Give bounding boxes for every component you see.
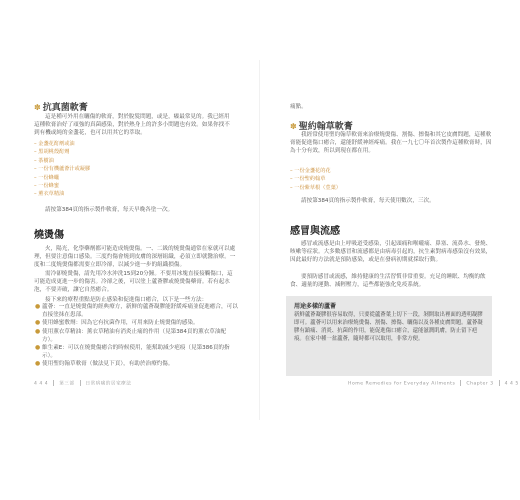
ingredient-item: – 一份蜂蜜 xyxy=(34,182,90,190)
ingredient-item: – 一份蜂蠟 xyxy=(34,174,90,182)
right-page-footer xyxy=(348,380,519,387)
ingredient-item: – 一份聖約翰草 xyxy=(290,175,341,183)
left-page-footer xyxy=(34,380,131,387)
ingredient-item: – 一份紫草根（莖葉） xyxy=(290,184,341,192)
antifungal-body xyxy=(34,113,234,139)
page-number: 4 4 4 xyxy=(34,381,49,387)
burns-remedy-list xyxy=(34,303,238,371)
list-item: ● 使用聖約翰草軟膏（做法見下頁），有助於治療灼傷。 xyxy=(35,360,174,368)
st-johns-wort-instructions xyxy=(290,197,494,206)
antifungal-instructions xyxy=(34,206,234,215)
list-item: ● 蘆薈：一直是燒燙傷的經典療方，新鮮的蘆薈凝膠能舒緩疼痛並促進癒合，可以直接塗抹在患部。 xyxy=(35,303,238,319)
ingredient-item: – 黑胡桃殼酊劑 xyxy=(34,148,90,156)
paragraph: 要預防感冒或流感，維持健康的生活習慣非常重要。充足的睡眠、均衡的飲食、適量的運動、減輕壓力，這些都能強化免疫系統。 xyxy=(290,274,486,289)
section-heading-burns: 燒燙傷 xyxy=(34,230,64,241)
star-bullet-icon: ✽ xyxy=(290,122,297,131)
ingredient-item: – 金盞花酊劑或油 xyxy=(34,140,90,148)
ingredient-item: – 一份金盞花的花 xyxy=(290,167,341,175)
carry-over-text xyxy=(290,103,490,112)
right-page xyxy=(268,0,519,500)
part-label: 第三部 xyxy=(59,381,75,387)
page-gutter xyxy=(259,60,260,420)
colds-flu-body xyxy=(290,240,494,273)
paragraph: 接下來的療程重點是防止感染和促進傷口癒合，以下是一些方法： xyxy=(45,296,208,303)
chapter-label: Chapter 3 xyxy=(466,381,494,387)
running-title: 日常病痛的居家療法 xyxy=(85,381,132,387)
list-item: ● 使用薰衣草精油：薰衣草精油有消炎止痛的作用（見第384頁的薰衣草油配方）。 xyxy=(35,327,227,343)
section-heading-antifungal-salve: ✽ 抗真菌軟膏 xyxy=(34,103,88,113)
page-number: 4 4 5 xyxy=(504,381,519,387)
burns-body-2 xyxy=(34,270,238,304)
paragraph: 感冒或流感是由上呼吸道受感染，引起頭痛和喉嚨痛、鼻塞、流鼻水、發燒、咳嗽等症狀。大多數感冒和流感都是由病毒引起的，抗生素對病毒感染沒有效果，因此最好的方法就是預防感染，或是在發病初期就採取行動。 xyxy=(290,241,492,264)
star-bullet-icon: ✽ xyxy=(34,103,41,112)
bullet-dot-icon: ● xyxy=(35,303,41,310)
aloe-sidebar-box xyxy=(286,296,492,376)
paragraph: 請按第384頁的指示製作軟膏，每天使用數次，三次。 xyxy=(301,198,435,204)
bullet-dot-icon: ● xyxy=(35,327,41,335)
ingredient-item: – 薰衣草精油 xyxy=(34,190,90,198)
bullet-dot-icon: ● xyxy=(35,319,41,327)
colds-flu-body-2 xyxy=(290,273,494,290)
paragraph: 我經常使用聖約翰草軟膏來治療燒燙傷、割傷、擦傷和其它皮膚問題，這種軟膏能促進傷口癒合，還能舒緩神經疼痛。我在一九七〇年首次製作這種軟膏時，因為十分有效，所以到現在都在用。 xyxy=(290,132,492,155)
section-heading-st-johns-wort-salve: ✽ 聖約翰草軟膏 xyxy=(290,122,353,132)
sidebar-title: 用途多樣的蘆薈 xyxy=(294,303,337,310)
left-page xyxy=(12,0,252,500)
paragraph: 請按第384頁的指示製作軟膏，每天早晚各塗一次。 xyxy=(45,207,174,213)
running-title-en: Home Remedies for Everyday Ailments xyxy=(348,381,456,387)
bullet-dot-icon: ● xyxy=(35,344,41,352)
antifungal-ingredient-list xyxy=(34,140,90,199)
paragraph: 痛點。 xyxy=(290,104,307,110)
st-johns-wort-body xyxy=(290,131,494,165)
paragraph: 需冷卻燒燙傷，請先用冷水沖洗15到20分鐘。不要用冰塊直接接觸傷口，這可能造成更進一步的傷害。冷卻之後，可以塗上蘆薈膠或燒燙傷藥膏。若有起水泡，不要弄破，讓它自然癒合。 xyxy=(34,271,233,294)
ingredient-item: – 一份有機蘆薈汁或凝膠 xyxy=(34,165,90,173)
paragraph: 這是種可外用在曬傷的軟膏，對於脫髮問題，或是，癢最常見的。我已經用這種軟膏治好了頑強的真菌感染，對於熱身上的許多小問題也有效。如果你找不到有機或純的金盞花，也可以用其它的萃取。 xyxy=(34,114,230,137)
paragraph: 火，陽光，化學藥劑都可能造成燒燙傷。一、二級的燒燙傷通常在家就可以處理，但要注意傷口感染。三度灼傷會燒到皮膚的深層組織，必須立即就醫治療。一度和二度燒燙傷都需要立即冷卻，以減少進一步的組織損傷。 xyxy=(34,246,236,269)
list-item: ● 維生素E：可以在燒燙傷癒合的時候使用，能幫助減少疤痕（見第386頁的指示）。 xyxy=(35,344,230,360)
ingredient-item: – 茶樹油 xyxy=(34,157,90,165)
st-johns-wort-ingredient-list xyxy=(290,167,341,192)
list-item: ● 使用蜂蜜敷劑：因為它有抗菌作用，可用來防止燒燙傷的感染。 xyxy=(35,319,199,327)
bullet-dot-icon: ● xyxy=(35,360,41,368)
sidebar-body: 新鮮蘆薈凝膠很容易取得，只要從蘆薈葉上切下一段，剝開取出裡面的透明凝膠即可。蘆薈可以用來治療燒燙傷、割傷、擦傷、曬傷以及各種皮膚問題。蘆薈凝膠有鎮痛、消炎、抗菌的作用，能促進傷口癒合，還能滋潤肌膚，防止留下疤痕。在家中種一盆蘆薈，隨時都可以取用，非常方便。 xyxy=(294,312,483,343)
section-heading-colds-and-flu: 感冒與流感 xyxy=(290,226,340,237)
